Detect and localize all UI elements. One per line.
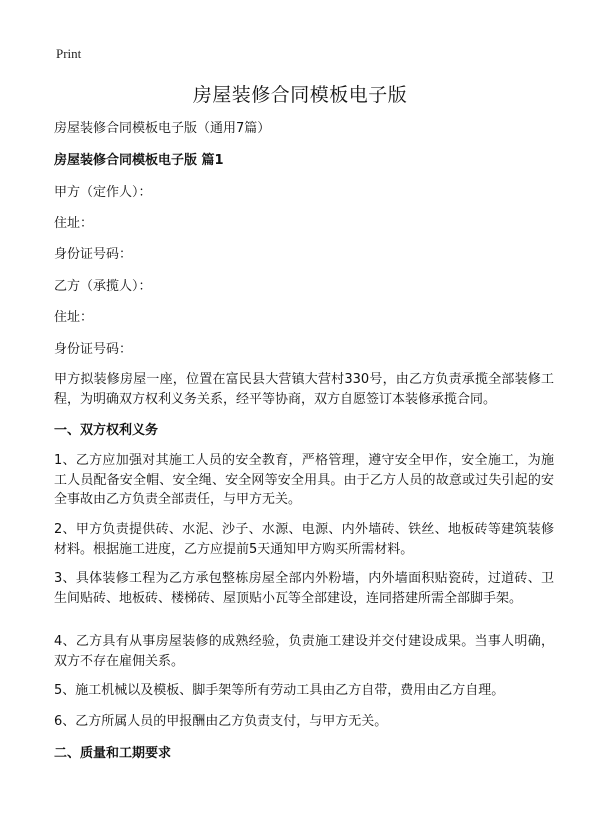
party-a-label: 甲方（定作人）： <box>54 185 152 200</box>
section-heading: 房屋装修合同模板电子版 篇1 <box>54 153 224 168</box>
party-b-label: 乙方（承揽人）： <box>54 279 152 294</box>
party-b-id: 身份证号码： <box>54 342 133 357</box>
clause-3: 3、具体装修工程为乙方承包整栋房屋全部内外粉墙，内外墙面积贴瓷砖，过道砖、卫生间贴砖、地板砖、楼梯砖、屋顶贴小瓦等全部建设，连同搭建所需全部脚手架。 <box>54 571 554 606</box>
clause-6: 6、乙方所属人员的甲报酬由乙方负责支付，与甲方无关。 <box>54 714 388 729</box>
clause-1: 1、乙方应加强对其施工人员的安全教育，严格管理，遵守安全甲作，安全施工，为施工人员配备安全帽、安全绳、安全网等安全用具。由于乙方人员的故意或过失引起的安全事故由乙方负责全部责任，与甲方无关。 <box>54 453 554 507</box>
party-a-address: 住址： <box>54 216 94 231</box>
clause-4: 4、乙方具有从事房屋装修的成熟经验，负责施工建设并交付建设成果。当事人明确，双方不存在雇佣关系。 <box>54 634 554 669</box>
party-b-address: 住址： <box>54 310 94 325</box>
intro-paragraph: 甲方拟装修房屋一座，位置在富民县大营镇大营村330号，由乙方负责承揽全部装修工程，为明确双方权利义务关系，经平等协商，双方自愿签订本装修承揽合同。 <box>54 372 554 407</box>
print-link[interactable]: Print <box>56 46 82 61</box>
clause-5: 5、施工机械以及模板、脚手架等所有劳动工具由乙方自带，费用由乙方自理。 <box>54 683 505 698</box>
heading-quality-schedule: 二、质量和工期要求 <box>54 746 172 761</box>
party-a-id: 身份证号码： <box>54 247 133 262</box>
document-subtitle: 房屋装修合同模板电子版（通用7篇） <box>54 121 271 136</box>
clause-2: 2、甲方负责提供砖、水泥、沙子、水源、电源、内外墙砖、铁丝、地板砖等建筑装修材料。根据施工进度，乙方应提前5天通知甲方购买所需材料。 <box>54 522 554 557</box>
heading-rights-obligations: 一、双方权利义务 <box>54 423 159 438</box>
document-title: 房屋装修合同模板电子版 <box>192 84 408 106</box>
